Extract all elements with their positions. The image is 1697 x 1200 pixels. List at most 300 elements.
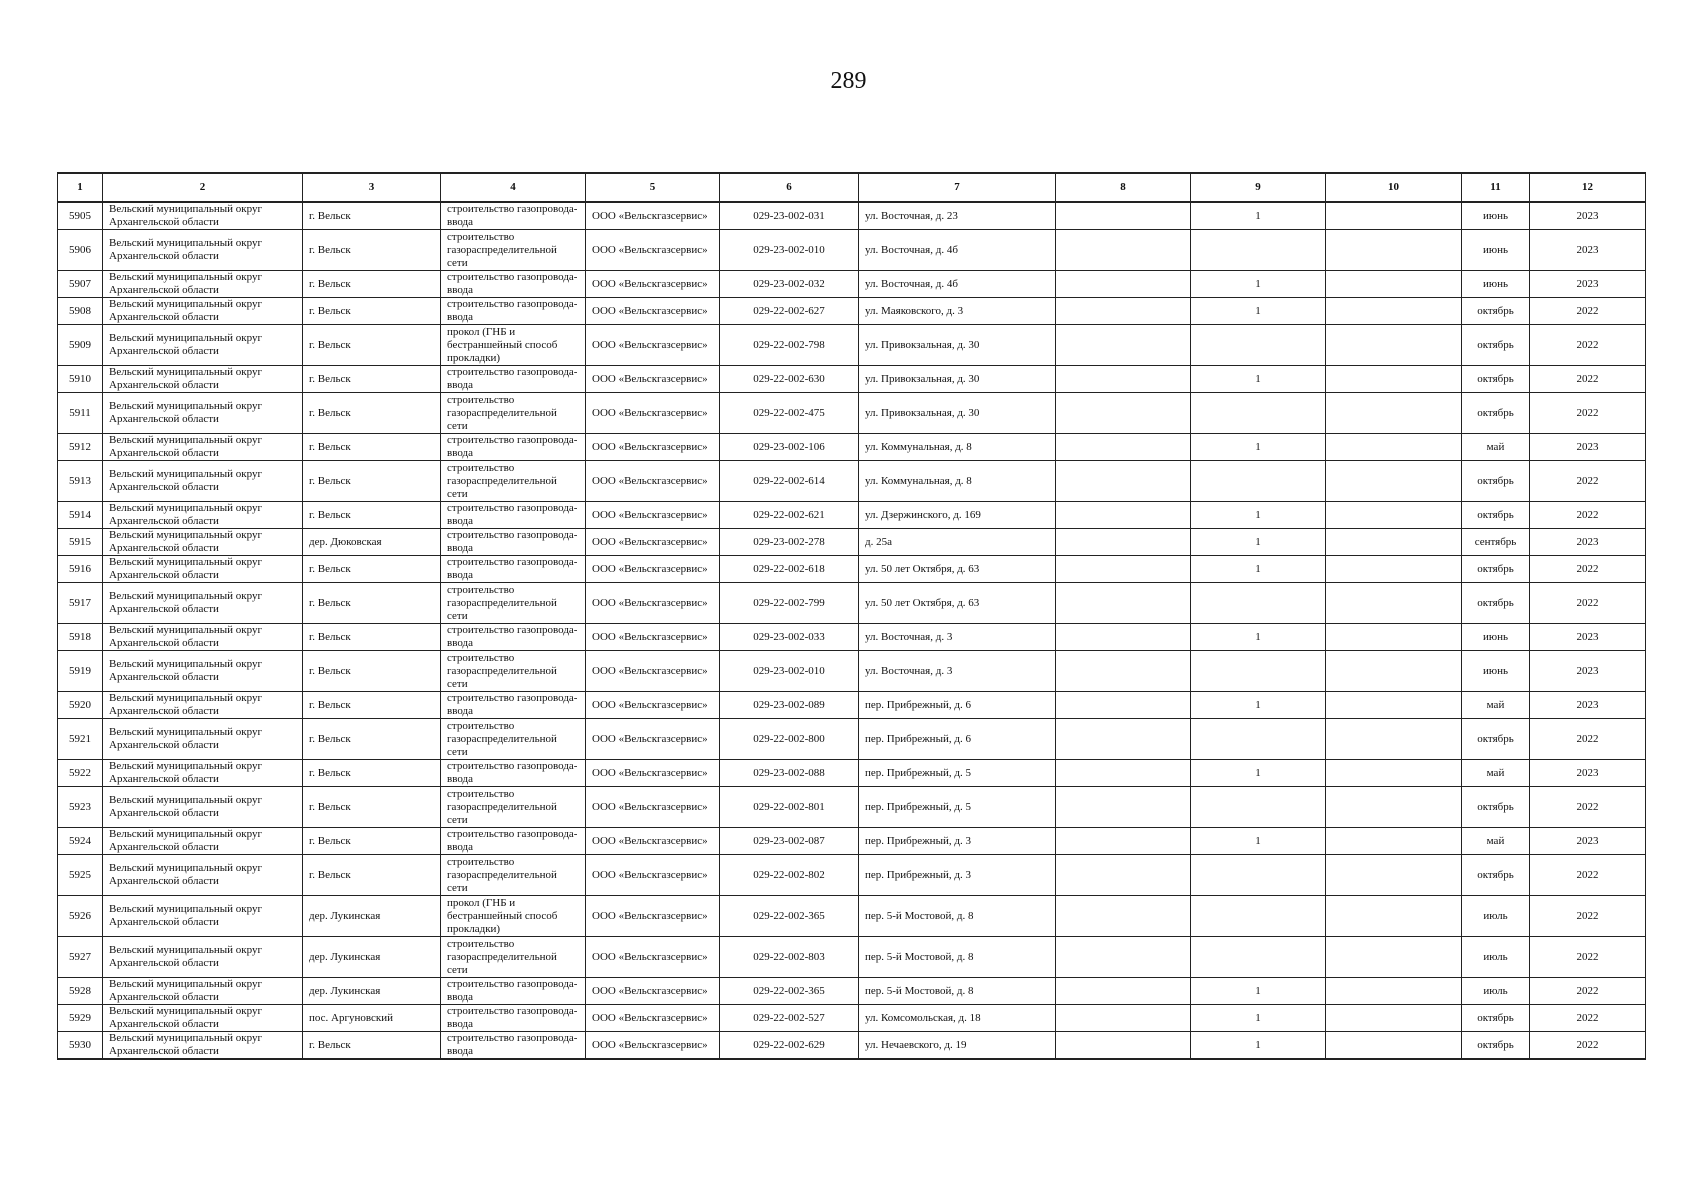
settlement-cell: дер. Лукинская	[303, 937, 441, 978]
month-cell: октябрь	[1462, 502, 1530, 529]
column-10-cell	[1326, 366, 1462, 393]
table-row	[58, 393, 1646, 434]
count-cell	[1191, 719, 1326, 760]
row-number: 5905	[58, 202, 103, 230]
column-10-cell	[1326, 937, 1462, 978]
row-number: 5925	[58, 855, 103, 896]
count-cell	[1191, 230, 1326, 271]
column-8-cell	[1056, 202, 1191, 230]
organization-cell: ООО «Вельскгазсервис»	[586, 529, 720, 556]
settlement-cell: дер. Лукинская	[303, 896, 441, 937]
column-10-cell	[1326, 230, 1462, 271]
count-cell: 1	[1191, 529, 1326, 556]
code-cell: 029-22-002-798	[720, 325, 859, 366]
settlement-cell: г. Вельск	[303, 828, 441, 855]
count-cell	[1191, 896, 1326, 937]
year-cell: 2022	[1530, 1005, 1646, 1032]
settlement-cell: г. Вельск	[303, 583, 441, 624]
row-number: 5911	[58, 393, 103, 434]
year-cell: 2022	[1530, 298, 1646, 325]
work-type-cell: строительство газораспределительной сети	[441, 937, 586, 978]
organization-cell: ООО «Вельскгазсервис»	[586, 978, 720, 1005]
settlement-cell: г. Вельск	[303, 760, 441, 787]
column-8-cell	[1056, 719, 1191, 760]
column-8-cell	[1056, 651, 1191, 692]
header-row	[58, 173, 1646, 202]
work-type-cell: строительство газопровода-ввода	[441, 624, 586, 651]
district-cell: Вельский муниципальный округ Архангельской области	[103, 787, 303, 828]
count-cell: 1	[1191, 978, 1326, 1005]
organization-cell: ООО «Вельскгазсервис»	[586, 271, 720, 298]
address-cell: ул. 50 лет Октября, д. 63	[859, 556, 1056, 583]
settlement-cell: г. Вельск	[303, 719, 441, 760]
column-10-cell	[1326, 271, 1462, 298]
year-cell: 2023	[1530, 828, 1646, 855]
organization-cell: ООО «Вельскгазсервис»	[586, 502, 720, 529]
column-8-cell	[1056, 1032, 1191, 1060]
table-row	[58, 896, 1646, 937]
code-cell: 029-22-002-800	[720, 719, 859, 760]
year-cell: 2022	[1530, 787, 1646, 828]
month-cell: май	[1462, 692, 1530, 719]
column-10-cell	[1326, 298, 1462, 325]
organization-cell: ООО «Вельскгазсервис»	[586, 1032, 720, 1060]
month-cell: октябрь	[1462, 719, 1530, 760]
month-cell: октябрь	[1462, 461, 1530, 502]
address-cell: пер. Прибрежный, д. 5	[859, 760, 1056, 787]
code-cell: 029-23-002-089	[720, 692, 859, 719]
month-cell: октябрь	[1462, 583, 1530, 624]
year-cell: 2022	[1530, 978, 1646, 1005]
district-cell: Вельский муниципальный округ Архангельской области	[103, 692, 303, 719]
month-cell: июнь	[1462, 230, 1530, 271]
organization-cell: ООО «Вельскгазсервис»	[586, 828, 720, 855]
address-cell: пер. 5-й Мостовой, д. 8	[859, 937, 1056, 978]
settlement-cell: г. Вельск	[303, 366, 441, 393]
column-8-cell	[1056, 556, 1191, 583]
organization-cell: ООО «Вельскгазсервис»	[586, 651, 720, 692]
count-cell: 1	[1191, 202, 1326, 230]
count-cell: 1	[1191, 828, 1326, 855]
table-row	[58, 202, 1646, 230]
column-10-cell	[1326, 556, 1462, 583]
count-cell	[1191, 461, 1326, 502]
settlement-cell: г. Вельск	[303, 393, 441, 434]
table-row	[58, 529, 1646, 556]
organization-cell: ООО «Вельскгазсервис»	[586, 937, 720, 978]
column-header: 4	[441, 173, 586, 202]
district-cell: Вельский муниципальный округ Архангельской области	[103, 202, 303, 230]
work-type-cell: строительство газопровода-ввода	[441, 1032, 586, 1060]
code-cell: 029-23-002-278	[720, 529, 859, 556]
column-8-cell	[1056, 692, 1191, 719]
address-cell: ул. Привокзальная, д. 30	[859, 393, 1056, 434]
district-cell: Вельский муниципальный округ Архангельской области	[103, 583, 303, 624]
month-cell: октябрь	[1462, 393, 1530, 434]
count-cell	[1191, 393, 1326, 434]
table-row	[58, 1032, 1646, 1060]
code-cell: 029-23-002-106	[720, 434, 859, 461]
table-row	[58, 583, 1646, 624]
row-number: 5923	[58, 787, 103, 828]
work-type-cell: строительство газопровода-ввода	[441, 529, 586, 556]
row-number: 5914	[58, 502, 103, 529]
address-cell: пер. Прибрежный, д. 3	[859, 828, 1056, 855]
count-cell	[1191, 325, 1326, 366]
settlement-cell: дер. Дюковская	[303, 529, 441, 556]
count-cell	[1191, 855, 1326, 896]
column-header: 8	[1056, 173, 1191, 202]
column-10-cell	[1326, 624, 1462, 651]
settlement-cell: г. Вельск	[303, 298, 441, 325]
work-type-cell: строительство газораспределительной сети	[441, 583, 586, 624]
row-number: 5910	[58, 366, 103, 393]
district-cell: Вельский муниципальный округ Архангельской области	[103, 529, 303, 556]
month-cell: июнь	[1462, 651, 1530, 692]
month-cell: июнь	[1462, 624, 1530, 651]
work-type-cell: строительство газораспределительной сети	[441, 855, 586, 896]
column-10-cell	[1326, 692, 1462, 719]
column-10-cell	[1326, 1032, 1462, 1060]
count-cell: 1	[1191, 556, 1326, 583]
month-cell: октябрь	[1462, 556, 1530, 583]
row-number: 5912	[58, 434, 103, 461]
column-10-cell	[1326, 502, 1462, 529]
district-cell: Вельский муниципальный округ Архангельской области	[103, 325, 303, 366]
code-cell: 029-22-002-618	[720, 556, 859, 583]
year-cell: 2022	[1530, 325, 1646, 366]
work-type-cell: строительство газораспределительной сети	[441, 787, 586, 828]
month-cell: май	[1462, 434, 1530, 461]
year-cell: 2022	[1530, 937, 1646, 978]
address-cell: пер. Прибрежный, д. 6	[859, 692, 1056, 719]
row-number: 5930	[58, 1032, 103, 1060]
code-cell: 029-22-002-802	[720, 855, 859, 896]
column-8-cell	[1056, 366, 1191, 393]
district-cell: Вельский муниципальный округ Архангельской области	[103, 271, 303, 298]
table-row	[58, 978, 1646, 1005]
address-cell: ул. Восточная, д. 3	[859, 624, 1056, 651]
row-number: 5916	[58, 556, 103, 583]
code-cell: 029-22-002-614	[720, 461, 859, 502]
address-cell: ул. Коммунальная, д. 8	[859, 461, 1056, 502]
code-cell: 029-22-002-629	[720, 1032, 859, 1060]
month-cell: июль	[1462, 896, 1530, 937]
code-cell: 029-22-002-527	[720, 1005, 859, 1032]
district-cell: Вельский муниципальный округ Архангельской области	[103, 651, 303, 692]
work-type-cell: строительство газопровода-ввода	[441, 434, 586, 461]
organization-cell: ООО «Вельскгазсервис»	[586, 366, 720, 393]
month-cell: октябрь	[1462, 366, 1530, 393]
column-10-cell	[1326, 202, 1462, 230]
district-cell: Вельский муниципальный округ Архангельской области	[103, 556, 303, 583]
count-cell: 1	[1191, 502, 1326, 529]
work-type-cell: строительство газораспределительной сети	[441, 393, 586, 434]
organization-cell: ООО «Вельскгазсервис»	[586, 434, 720, 461]
row-number: 5928	[58, 978, 103, 1005]
count-cell	[1191, 787, 1326, 828]
code-cell: 029-23-002-088	[720, 760, 859, 787]
settlement-cell: г. Вельск	[303, 556, 441, 583]
column-10-cell	[1326, 896, 1462, 937]
row-number: 5915	[58, 529, 103, 556]
column-8-cell	[1056, 828, 1191, 855]
address-cell: ул. 50 лет Октября, д. 63	[859, 583, 1056, 624]
code-cell: 029-22-002-365	[720, 896, 859, 937]
column-header: 3	[303, 173, 441, 202]
column-10-cell	[1326, 434, 1462, 461]
organization-cell: ООО «Вельскгазсервис»	[586, 896, 720, 937]
settlement-cell: пос. Аргуновский	[303, 1005, 441, 1032]
code-cell: 029-22-002-803	[720, 937, 859, 978]
table-row	[58, 692, 1646, 719]
address-cell: ул. Восточная, д. 3	[859, 651, 1056, 692]
district-cell: Вельский муниципальный округ Архангельской области	[103, 393, 303, 434]
year-cell: 2022	[1530, 366, 1646, 393]
column-8-cell	[1056, 461, 1191, 502]
work-type-cell: строительство газопровода-ввода	[441, 978, 586, 1005]
settlement-cell: г. Вельск	[303, 325, 441, 366]
count-cell: 1	[1191, 271, 1326, 298]
code-cell: 029-22-002-627	[720, 298, 859, 325]
district-cell: Вельский муниципальный округ Архангельской области	[103, 1032, 303, 1060]
district-cell: Вельский муниципальный округ Архангельской области	[103, 298, 303, 325]
year-cell: 2023	[1530, 230, 1646, 271]
table-row	[58, 787, 1646, 828]
district-cell: Вельский муниципальный округ Архангельской области	[103, 230, 303, 271]
column-10-cell	[1326, 828, 1462, 855]
organization-cell: ООО «Вельскгазсервис»	[586, 760, 720, 787]
settlement-cell: г. Вельск	[303, 1032, 441, 1060]
year-cell: 2023	[1530, 202, 1646, 230]
work-type-cell: строительство газопровода-ввода	[441, 828, 586, 855]
year-cell: 2022	[1530, 719, 1646, 760]
code-cell: 029-23-002-031	[720, 202, 859, 230]
count-cell: 1	[1191, 434, 1326, 461]
code-cell: 029-23-002-033	[720, 624, 859, 651]
count-cell: 1	[1191, 692, 1326, 719]
address-cell: ул. Восточная, д. 4б	[859, 271, 1056, 298]
district-cell: Вельский муниципальный округ Архангельской области	[103, 937, 303, 978]
column-10-cell	[1326, 1005, 1462, 1032]
count-cell: 1	[1191, 760, 1326, 787]
row-number: 5913	[58, 461, 103, 502]
settlement-cell: г. Вельск	[303, 271, 441, 298]
row-number: 5920	[58, 692, 103, 719]
column-8-cell	[1056, 393, 1191, 434]
code-cell: 029-22-002-801	[720, 787, 859, 828]
row-number: 5919	[58, 651, 103, 692]
table-row	[58, 1005, 1646, 1032]
column-8-cell	[1056, 937, 1191, 978]
year-cell: 2022	[1530, 502, 1646, 529]
code-cell: 029-23-002-010	[720, 230, 859, 271]
year-cell: 2022	[1530, 461, 1646, 502]
page-number: 289	[830, 68, 867, 94]
column-10-cell	[1326, 719, 1462, 760]
column-10-cell	[1326, 393, 1462, 434]
column-8-cell	[1056, 271, 1191, 298]
row-number: 5909	[58, 325, 103, 366]
year-cell: 2023	[1530, 624, 1646, 651]
row-number: 5906	[58, 230, 103, 271]
count-cell	[1191, 937, 1326, 978]
row-number: 5907	[58, 271, 103, 298]
month-cell: октябрь	[1462, 855, 1530, 896]
month-cell: июль	[1462, 978, 1530, 1005]
year-cell: 2023	[1530, 651, 1646, 692]
organization-cell: ООО «Вельскгазсервис»	[586, 692, 720, 719]
address-cell: ул. Привокзальная, д. 30	[859, 325, 1056, 366]
code-cell: 029-23-002-010	[720, 651, 859, 692]
table-row	[58, 461, 1646, 502]
year-cell: 2022	[1530, 896, 1646, 937]
address-cell: ул. Коммунальная, д. 8	[859, 434, 1056, 461]
column-8-cell	[1056, 978, 1191, 1005]
row-number: 5908	[58, 298, 103, 325]
row-number: 5927	[58, 937, 103, 978]
row-number: 5917	[58, 583, 103, 624]
month-cell: октябрь	[1462, 1005, 1530, 1032]
column-header: 9	[1191, 173, 1326, 202]
table-row	[58, 325, 1646, 366]
work-type-cell: строительство газопровода-ввода	[441, 202, 586, 230]
table-row	[58, 937, 1646, 978]
month-cell: июнь	[1462, 202, 1530, 230]
address-cell: пер. 5-й Мостовой, д. 8	[859, 896, 1056, 937]
code-cell: 029-22-002-799	[720, 583, 859, 624]
work-type-cell: строительство газопровода-ввода	[441, 556, 586, 583]
table-row	[58, 230, 1646, 271]
column-8-cell	[1056, 855, 1191, 896]
registry-body	[58, 202, 1646, 1059]
year-cell: 2022	[1530, 583, 1646, 624]
address-cell: д. 25а	[859, 529, 1056, 556]
month-cell: октябрь	[1462, 787, 1530, 828]
column-header: 10	[1326, 173, 1462, 202]
address-cell: ул. Восточная, д. 23	[859, 202, 1056, 230]
organization-cell: ООО «Вельскгазсервис»	[586, 624, 720, 651]
column-header: 1	[58, 173, 103, 202]
settlement-cell: г. Вельск	[303, 502, 441, 529]
address-cell: пер. Прибрежный, д. 5	[859, 787, 1056, 828]
code-cell: 029-22-002-475	[720, 393, 859, 434]
table-row	[58, 366, 1646, 393]
column-header: 2	[103, 173, 303, 202]
column-8-cell	[1056, 896, 1191, 937]
row-number: 5929	[58, 1005, 103, 1032]
work-type-cell: строительство газопровода-ввода	[441, 692, 586, 719]
district-cell: Вельский муниципальный округ Архангельской области	[103, 760, 303, 787]
address-cell: ул. Комсомольская, д. 18	[859, 1005, 1056, 1032]
work-type-cell: строительство газопровода-ввода	[441, 366, 586, 393]
address-cell: пер. 5-й Мостовой, д. 8	[859, 978, 1056, 1005]
work-type-cell: строительство газораспределительной сети	[441, 230, 586, 271]
registry-table	[57, 172, 1646, 1060]
settlement-cell: г. Вельск	[303, 434, 441, 461]
organization-cell: ООО «Вельскгазсервис»	[586, 298, 720, 325]
table-row	[58, 556, 1646, 583]
column-8-cell	[1056, 583, 1191, 624]
code-cell: 029-23-002-032	[720, 271, 859, 298]
table-row	[58, 828, 1646, 855]
settlement-cell: г. Вельск	[303, 624, 441, 651]
column-10-cell	[1326, 855, 1462, 896]
code-cell: 029-22-002-630	[720, 366, 859, 393]
settlement-cell: г. Вельск	[303, 202, 441, 230]
district-cell: Вельский муниципальный округ Архангельской области	[103, 502, 303, 529]
work-type-cell: строительство газораспределительной сети	[441, 719, 586, 760]
table-row	[58, 298, 1646, 325]
address-cell: ул. Восточная, д. 4б	[859, 230, 1056, 271]
count-cell	[1191, 651, 1326, 692]
organization-cell: ООО «Вельскгазсервис»	[586, 1005, 720, 1032]
row-number: 5918	[58, 624, 103, 651]
work-type-cell: прокол (ГНБ и бестраншейный способ прокладки)	[441, 896, 586, 937]
organization-cell: ООО «Вельскгазсервис»	[586, 325, 720, 366]
column-8-cell	[1056, 760, 1191, 787]
column-10-cell	[1326, 325, 1462, 366]
table-row	[58, 855, 1646, 896]
count-cell	[1191, 583, 1326, 624]
settlement-cell: г. Вельск	[303, 230, 441, 271]
month-cell: октябрь	[1462, 1032, 1530, 1060]
column-8-cell	[1056, 325, 1191, 366]
work-type-cell: строительство газораспределительной сети	[441, 651, 586, 692]
row-number: 5924	[58, 828, 103, 855]
settlement-cell: г. Вельск	[303, 787, 441, 828]
column-header: 11	[1462, 173, 1530, 202]
table-row	[58, 624, 1646, 651]
column-10-cell	[1326, 651, 1462, 692]
month-cell: май	[1462, 828, 1530, 855]
column-8-cell	[1056, 434, 1191, 461]
column-8-cell	[1056, 787, 1191, 828]
address-cell: ул. Нечаевского, д. 19	[859, 1032, 1056, 1060]
address-cell: пер. Прибрежный, д. 3	[859, 855, 1056, 896]
table-row	[58, 502, 1646, 529]
column-header: 5	[586, 173, 720, 202]
row-number: 5926	[58, 896, 103, 937]
organization-cell: ООО «Вельскгазсервис»	[586, 556, 720, 583]
column-10-cell	[1326, 787, 1462, 828]
count-cell: 1	[1191, 1005, 1326, 1032]
settlement-cell: г. Вельск	[303, 692, 441, 719]
district-cell: Вельский муниципальный округ Архангельской области	[103, 896, 303, 937]
table-row	[58, 760, 1646, 787]
column-8-cell	[1056, 502, 1191, 529]
month-cell: октябрь	[1462, 325, 1530, 366]
month-cell: июнь	[1462, 271, 1530, 298]
organization-cell: ООО «Вельскгазсервис»	[586, 393, 720, 434]
row-number: 5922	[58, 760, 103, 787]
organization-cell: ООО «Вельскгазсервис»	[586, 787, 720, 828]
table-row	[58, 434, 1646, 461]
district-cell: Вельский муниципальный округ Архангельской области	[103, 1005, 303, 1032]
address-cell: пер. Прибрежный, д. 6	[859, 719, 1056, 760]
column-10-cell	[1326, 978, 1462, 1005]
month-cell: май	[1462, 760, 1530, 787]
year-cell: 2022	[1530, 1032, 1646, 1060]
district-cell: Вельский муниципальный округ Архангельской области	[103, 828, 303, 855]
year-cell: 2023	[1530, 529, 1646, 556]
table-row	[58, 271, 1646, 298]
code-cell: 029-22-002-365	[720, 978, 859, 1005]
year-cell: 2022	[1530, 855, 1646, 896]
work-type-cell: строительство газопровода-ввода	[441, 1005, 586, 1032]
organization-cell: ООО «Вельскгазсервис»	[586, 230, 720, 271]
work-type-cell: строительство газопровода-ввода	[441, 298, 586, 325]
